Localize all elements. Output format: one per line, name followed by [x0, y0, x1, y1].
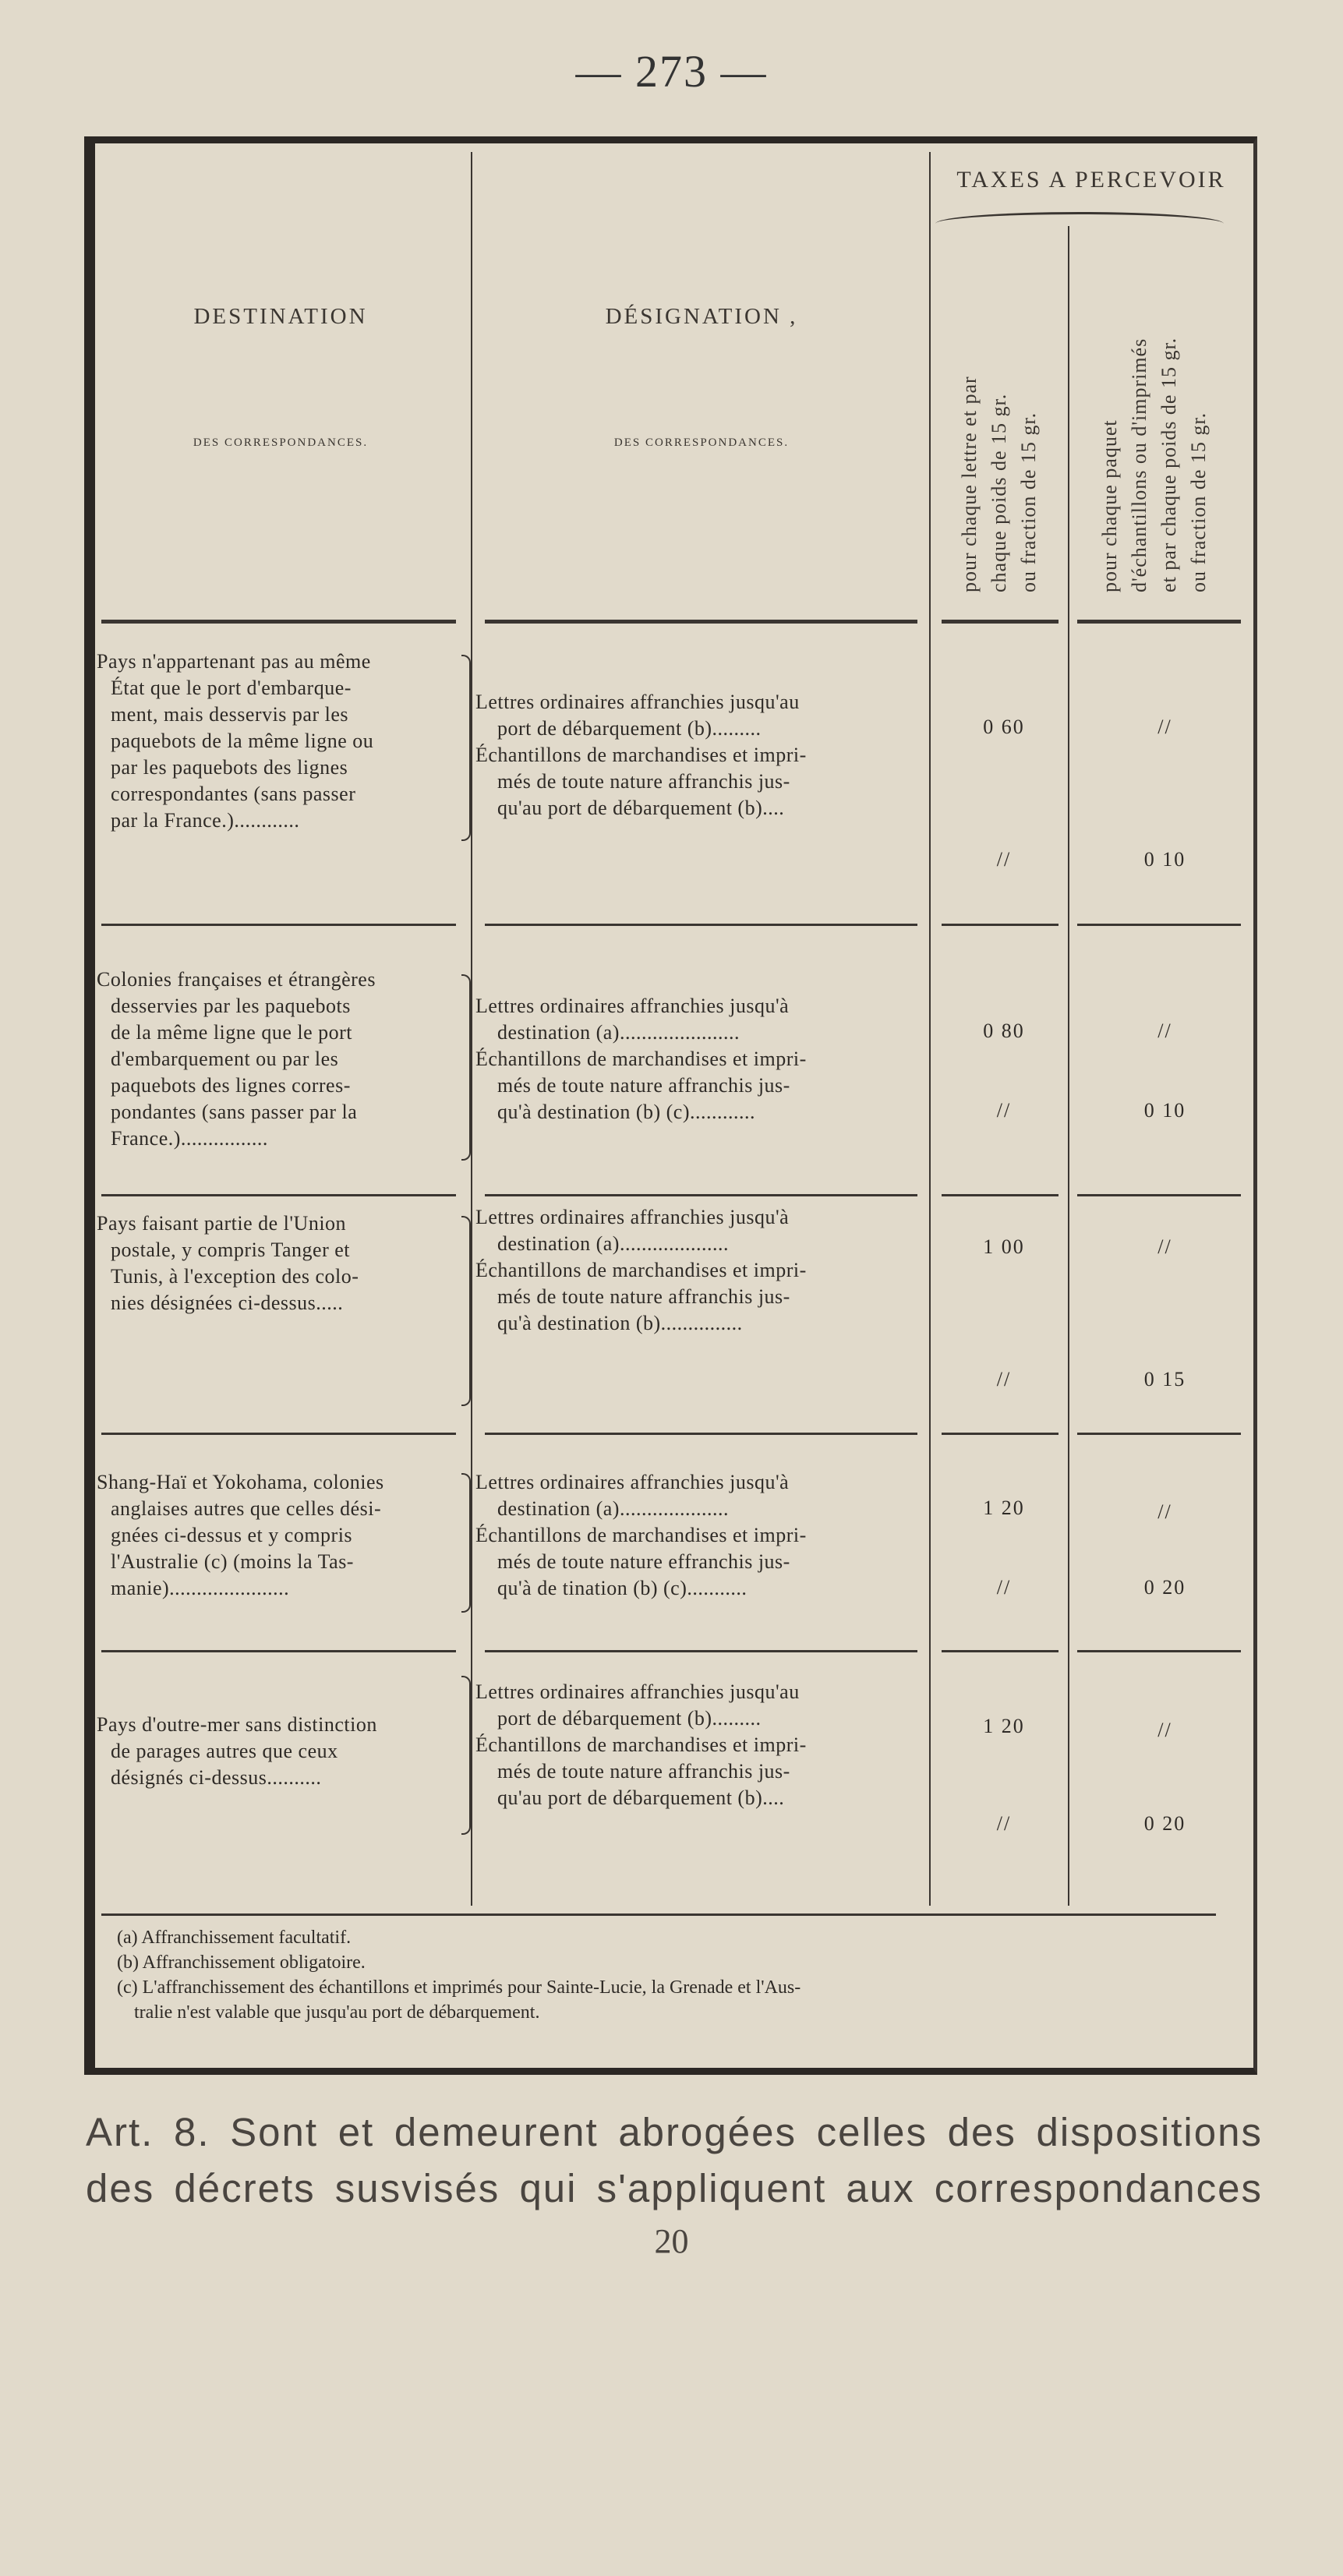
sample-rate: 0 10	[1143, 848, 1186, 871]
row-rule	[942, 1194, 1058, 1196]
letter-rate: //	[996, 1368, 1012, 1390]
destination-cell: Colonies françaises et étrangères desservies par les paquebots de la même ligne que le port d'embarquement ou par les paquebots des lignes corres- pondantes (sans passer par la France.)................	[97, 968, 376, 1150]
row-rule	[1077, 1194, 1241, 1196]
page-number: — 273 —	[575, 46, 768, 97]
header-rule	[942, 620, 1058, 624]
row-rule	[485, 1194, 917, 1196]
row-rule	[101, 1433, 456, 1435]
column-divider	[1068, 226, 1069, 1906]
destination-cell: Shang-Haï et Yokohama, colonies anglaises autres que celles dési- gnées ci-dessus et y compris l'Australie (c) (moins la Tas- manie)......................	[97, 1471, 384, 1599]
row-rule	[485, 1433, 917, 1435]
brace	[461, 1676, 471, 1835]
row-rule	[485, 1650, 917, 1652]
footnotes: (a) Affranchissement facultatif. (b) Affranchissement obligatoire. (c) L'affranchissement des échantillons et imprimés pour Sainte-Lucie, la Grenade et l'Aus- tralie n'est valable que jusqu'au port de débarquement.	[117, 1928, 801, 2023]
letter-rate: 1 00	[983, 1235, 1025, 1258]
header-rule	[1077, 620, 1241, 624]
row-rule	[942, 1650, 1058, 1652]
column-divider	[471, 152, 472, 1906]
taxes-header: TAXES A PERCEVOIR	[956, 167, 1226, 193]
sample-rate: //	[1157, 716, 1172, 738]
row-rule	[485, 924, 917, 926]
designation-cell: Lettres ordinaires affranchies jusqu'au port de débarquement (b)......... Échantillons de marchandises et impri- més de toute nature affranchis jus- qu'au port de débarquement (b)....	[475, 691, 807, 819]
destination-subheader: DES CORRESPONDANCES.	[193, 436, 369, 449]
row-rule	[101, 924, 456, 926]
letter-rate: 0 80	[983, 1019, 1025, 1042]
row-rule	[101, 1194, 456, 1196]
column-divider	[929, 152, 931, 1906]
folio: 20	[654, 2222, 689, 2260]
letter-rate: //	[996, 1576, 1012, 1599]
sample-rate: 0 20	[1143, 1812, 1186, 1835]
letter-rate: 0 60	[983, 716, 1025, 738]
row-rule	[101, 1650, 456, 1652]
brace	[461, 974, 471, 1161]
sample-rate-header: pour chaque paquet d'échantillons ou d'imprimés et par chaque poids de 15 gr. ou fraction de 15 gr.	[1098, 337, 1210, 592]
designation-cell: Lettres ordinaires affranchies jusqu'à destination (a).................... Échantillons de marchandises et impri- més de toute nature affranchis jus- qu'à destination (b)...............	[475, 1206, 807, 1334]
destination-cell: Pays faisant partie de l'Union postale, y compris Tanger et Tunis, à l'exception des colo- nies désignées ci-dessus.....	[97, 1212, 359, 1314]
designation-subheader: DES CORRESPONDANCES.	[613, 436, 790, 449]
row-rule	[1077, 924, 1241, 926]
destination-header: DESTINATION	[193, 304, 368, 329]
destination-cell: Pays d'outre-mer sans distinction de parages autres que ceux désignés ci-dessus..........	[97, 1713, 377, 1789]
sample-rate: //	[1157, 1719, 1172, 1741]
designation-cell: Lettres ordinaires affranchies jusqu'à destination (a).................... Échantillons de marchandises et impri- més de toute nature effranchis jus- qu'à de tination (b) (c)...........	[475, 1471, 807, 1599]
sample-rate: 0 10	[1143, 1099, 1186, 1122]
notes-rule	[101, 1913, 1216, 1916]
row-rule	[1077, 1650, 1241, 1652]
row-rule	[942, 1433, 1058, 1435]
letter-rate: 1 20	[983, 1715, 1025, 1737]
letter-rate: 1 20	[983, 1496, 1025, 1519]
brace	[461, 655, 471, 841]
sample-rate: //	[1157, 1019, 1172, 1042]
sample-rate: //	[1157, 1235, 1172, 1258]
designation-cell: Lettres ordinaires affranchies jusqu'au port de débarquement (b)......... Échantillons de marchandises et impri- més de toute nature affranchis jus- qu'au port de débarquement (b)....	[475, 1680, 807, 1809]
header-rule	[485, 620, 917, 624]
letter-rate: //	[996, 1812, 1012, 1835]
sample-rate: //	[1157, 1500, 1172, 1523]
brace	[461, 1216, 471, 1406]
article-text: Art. 8. Sont et demeurent abrogées celles des dispositions des décrets susvisés qui s'appliquent aux correspondances	[86, 2110, 1263, 2210]
designation-header: DÉSIGNATION ,	[605, 304, 798, 329]
sample-rate: 0 20	[1143, 1576, 1186, 1599]
header-rule	[101, 620, 456, 624]
row-rule	[1077, 1433, 1241, 1435]
letter-rate-header: pour chaque lettre et par chaque poids de 15 gr. ou fraction de 15 gr.	[958, 376, 1040, 592]
letter-rate: //	[996, 1099, 1012, 1122]
designation-cell: Lettres ordinaires affranchies jusqu'à destination (a)...................... Échantillons de marchandises et impri- més de toute nature affranchis jus- qu'à destination (b) (c)............	[475, 995, 807, 1123]
sample-rate: 0 15	[1143, 1368, 1186, 1390]
brace	[461, 1473, 471, 1613]
row-rule	[942, 924, 1058, 926]
letter-rate: //	[996, 848, 1012, 871]
destination-cell: Pays n'appartenant pas au même État que le port d'embarque- ment, mais desservis par les paquebots de la même ligne ou par les paquebots des lignes correspondantes (sans passer par la France.)............	[97, 650, 374, 832]
